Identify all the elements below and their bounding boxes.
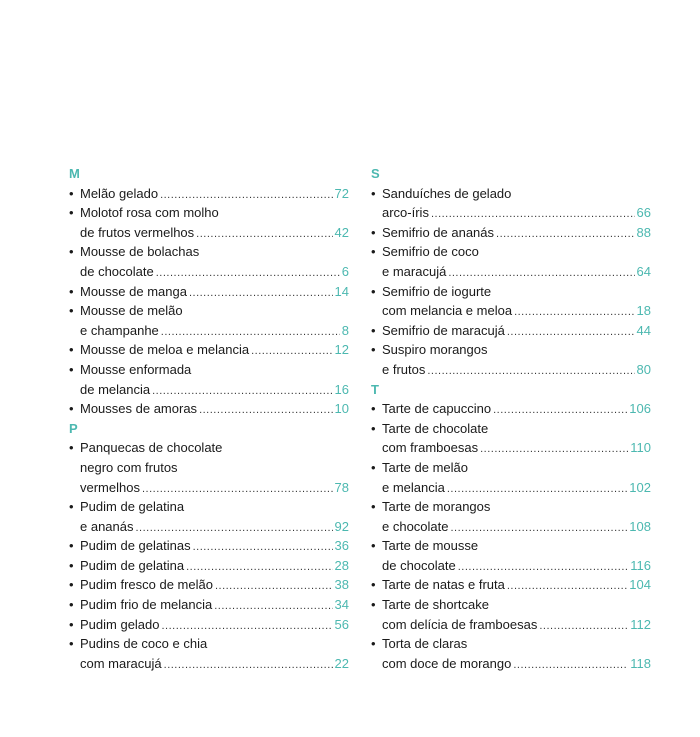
page-number: 12 <box>334 342 349 358</box>
bullet-icon: • <box>69 440 74 456</box>
entry-title: Mousse enformada <box>80 361 192 377</box>
entry-title: e ananás <box>80 518 134 534</box>
page-number: 118 <box>630 655 651 671</box>
index-entry-continuation <box>371 301 651 321</box>
dot-leader <box>480 440 628 460</box>
entry-title: Panquecas de chocolate <box>80 440 223 456</box>
dot-leader <box>513 656 628 676</box>
index-entry <box>371 399 651 419</box>
bullet-icon: • <box>371 283 376 299</box>
index-entry <box>371 419 651 439</box>
page-number: 66 <box>636 205 651 221</box>
entry-title: Pudim frio de melancia <box>80 597 213 613</box>
bullet-icon: • <box>69 205 74 221</box>
dot-leader <box>496 225 635 245</box>
bullet-icon: • <box>69 401 74 417</box>
index-letter-heading <box>69 164 349 184</box>
bullet-icon: • <box>371 244 376 260</box>
bullet-icon: • <box>371 459 376 475</box>
dot-leader <box>507 323 635 343</box>
index-entry <box>371 595 651 615</box>
entry-title: de frutos vermelhos <box>80 224 195 240</box>
entry-title: Semifrio de iogurte <box>382 283 492 299</box>
entry-title: Pudim gelado <box>80 616 160 632</box>
page-number: 78 <box>334 479 349 495</box>
index-entry-continuation <box>371 438 651 458</box>
index-entry-continuation <box>371 654 651 674</box>
bullet-icon: • <box>371 322 376 338</box>
index-entry <box>371 575 651 595</box>
bullet-icon: • <box>69 577 74 593</box>
entry-title: Mousse de manga <box>80 283 187 299</box>
page-number: 104 <box>629 577 651 593</box>
dot-leader <box>199 401 332 421</box>
entry-title: e champanhe <box>80 322 159 338</box>
page-number: 44 <box>636 322 651 338</box>
page-number: 8 <box>341 322 349 338</box>
entry-title: com delícia de framboesas <box>382 616 538 632</box>
index-entry <box>69 615 349 635</box>
index-entry <box>69 242 349 262</box>
page-number: 108 <box>629 518 651 534</box>
bullet-icon: • <box>69 303 74 319</box>
dot-leader <box>193 538 333 558</box>
bullet-icon: • <box>371 597 376 613</box>
page-number: 106 <box>629 401 651 417</box>
dot-leader <box>214 597 332 617</box>
index-entry <box>69 438 349 458</box>
bullet-icon: • <box>371 342 376 358</box>
letter-heading: M <box>69 166 80 181</box>
index-entry-continuation <box>371 360 651 380</box>
page-number: 22 <box>334 655 349 671</box>
index-entry <box>371 184 651 204</box>
index-entry <box>69 301 349 321</box>
entry-title: Semifrio de maracujá <box>382 322 505 338</box>
bullet-icon: • <box>371 420 376 436</box>
index-column-right <box>371 164 651 673</box>
bullet-icon: • <box>69 636 74 652</box>
bullet-icon: • <box>69 538 74 554</box>
bullet-icon: • <box>69 244 74 260</box>
index-entry-continuation <box>69 517 349 537</box>
bullet-icon: • <box>69 499 74 515</box>
entry-title: Pudim fresco de melão <box>80 577 213 593</box>
entry-title: de chocolate <box>382 557 456 573</box>
entry-title: Tarte de morangos <box>382 499 491 515</box>
entry-title: vermelhos <box>80 479 140 495</box>
index-entry-continuation <box>69 262 349 282</box>
entry-title: Semifrio de ananás <box>382 224 495 240</box>
bullet-icon: • <box>69 361 74 377</box>
page-number: 112 <box>630 616 651 632</box>
bullet-icon: • <box>69 283 74 299</box>
index-entry <box>371 536 651 556</box>
index-entry-continuation <box>69 458 349 478</box>
page-number: 102 <box>629 479 651 495</box>
page-number: 18 <box>636 303 651 319</box>
bullet-icon: • <box>69 616 74 632</box>
page-number: 6 <box>341 263 349 279</box>
page-number: 36 <box>334 538 349 554</box>
entry-title: Pudim de gelatina <box>80 557 185 573</box>
index-entry-continuation <box>69 654 349 674</box>
entry-title: com melancia e meloa <box>382 303 513 319</box>
index-letter-heading <box>69 419 349 439</box>
index-entry <box>69 536 349 556</box>
page-number: 34 <box>334 597 349 613</box>
page-number: 56 <box>334 616 349 632</box>
letter-heading: T <box>371 381 379 397</box>
index-entry <box>371 634 651 654</box>
page-number: 92 <box>334 518 349 534</box>
entry-title: Mousses de amoras <box>80 401 198 417</box>
entry-title: Pudim de gelatinas <box>80 538 191 554</box>
index-entry-continuation <box>371 517 651 537</box>
bullet-icon: • <box>371 636 376 652</box>
index-entry-continuation <box>69 380 349 400</box>
index-entry-continuation <box>69 321 349 341</box>
index-entry-continuation <box>371 478 651 498</box>
page-number: 72 <box>334 185 349 201</box>
entry-title: Tarte de capuccino <box>382 401 492 417</box>
entry-title: Sanduíches de gelado <box>382 185 512 201</box>
index-entry <box>69 399 349 419</box>
entry-title: Tarte de shortcake <box>382 597 489 613</box>
entry-title: de melancia <box>80 381 151 397</box>
index-letter-heading <box>371 164 651 184</box>
page-number: 14 <box>334 283 349 299</box>
dot-leader <box>164 656 333 676</box>
page-number: 110 <box>630 440 651 456</box>
index-letter-heading <box>371 380 651 400</box>
dot-leader <box>196 225 332 245</box>
dot-leader <box>539 617 628 637</box>
index-entry-continuation <box>371 262 651 282</box>
dot-leader <box>514 303 634 323</box>
entry-title: Torta de claras <box>382 636 468 652</box>
page-number: 88 <box>636 224 651 240</box>
bullet-icon: • <box>371 538 376 554</box>
dot-leader <box>189 284 333 304</box>
entry-title: Mousse de bolachas <box>80 244 200 260</box>
entry-title: e maracujá <box>382 263 447 279</box>
bullet-icon: • <box>69 342 74 358</box>
bullet-icon: • <box>69 597 74 613</box>
index-entry-continuation <box>69 223 349 243</box>
page-number: 10 <box>334 401 349 417</box>
index-entry <box>371 242 651 262</box>
page-number: 38 <box>334 577 349 593</box>
entry-title: Semifrio de coco <box>382 244 479 260</box>
index-entry <box>69 203 349 223</box>
bullet-icon: • <box>371 185 376 201</box>
page-number: 64 <box>636 263 651 279</box>
bullet-icon: • <box>371 499 376 515</box>
entry-title: Tarte de melão <box>382 459 468 475</box>
letter-heading: P <box>69 420 78 436</box>
bullet-icon: • <box>371 401 376 417</box>
index-entry <box>69 184 349 204</box>
dot-leader <box>251 342 332 362</box>
page-number: 28 <box>334 557 349 573</box>
entry-title: Mousse de melão <box>80 303 183 319</box>
entry-title: arco-íris <box>382 205 429 221</box>
index-entry <box>69 282 349 302</box>
entry-title: negro com frutos <box>80 459 178 475</box>
letter-heading: S <box>371 166 380 181</box>
index-entry <box>371 321 651 341</box>
index-entry <box>371 340 651 360</box>
bullet-icon: • <box>371 577 376 593</box>
index-column-left <box>69 164 349 673</box>
entry-title: de chocolate <box>80 263 154 279</box>
index-entry-continuation <box>371 203 651 223</box>
entry-title: Pudim de gelatina <box>80 499 185 515</box>
index-entry <box>69 634 349 654</box>
index-entry <box>69 575 349 595</box>
bullet-icon: • <box>371 224 376 240</box>
entry-title: Molotof rosa com molho <box>80 205 219 221</box>
entry-title: com doce de morango <box>382 655 512 671</box>
index-entry-continuation <box>371 556 651 576</box>
index-entry <box>69 497 349 517</box>
dot-leader <box>507 577 627 597</box>
entry-title: Tarte de natas e fruta <box>382 577 505 593</box>
index-entry <box>371 497 651 517</box>
page-number: 42 <box>334 224 349 240</box>
bullet-icon: • <box>69 185 74 201</box>
entry-title: Tarte de mousse <box>382 538 479 554</box>
dot-leader <box>493 401 627 421</box>
entry-title: e melancia <box>382 479 445 495</box>
page-number: 116 <box>630 557 651 573</box>
entry-title: Tarte de chocolate <box>382 420 489 436</box>
entry-title: e chocolate <box>382 518 449 534</box>
index-entry <box>69 556 349 576</box>
dot-leader <box>215 577 333 597</box>
entry-title: com maracujá <box>80 655 162 671</box>
index-entry <box>69 360 349 380</box>
dot-leader <box>427 362 634 382</box>
bullet-icon: • <box>69 557 74 573</box>
index-entry <box>371 458 651 478</box>
index-entry-continuation <box>69 478 349 498</box>
index-entry <box>69 595 349 615</box>
entry-title: Mousse de meloa e melancia <box>80 342 250 358</box>
index-entry <box>371 223 651 243</box>
index-entry <box>371 282 651 302</box>
entry-title: e frutos <box>382 361 426 377</box>
entry-title: Suspiro morangos <box>382 342 488 358</box>
entry-title: Pudins de coco e chia <box>80 636 208 652</box>
index-entry <box>69 340 349 360</box>
entry-title: com framboesas <box>382 440 479 456</box>
index-entry-continuation <box>371 615 651 635</box>
entry-title: Melão gelado <box>80 185 159 201</box>
page-number: 80 <box>636 361 651 377</box>
page-number: 16 <box>334 381 349 397</box>
